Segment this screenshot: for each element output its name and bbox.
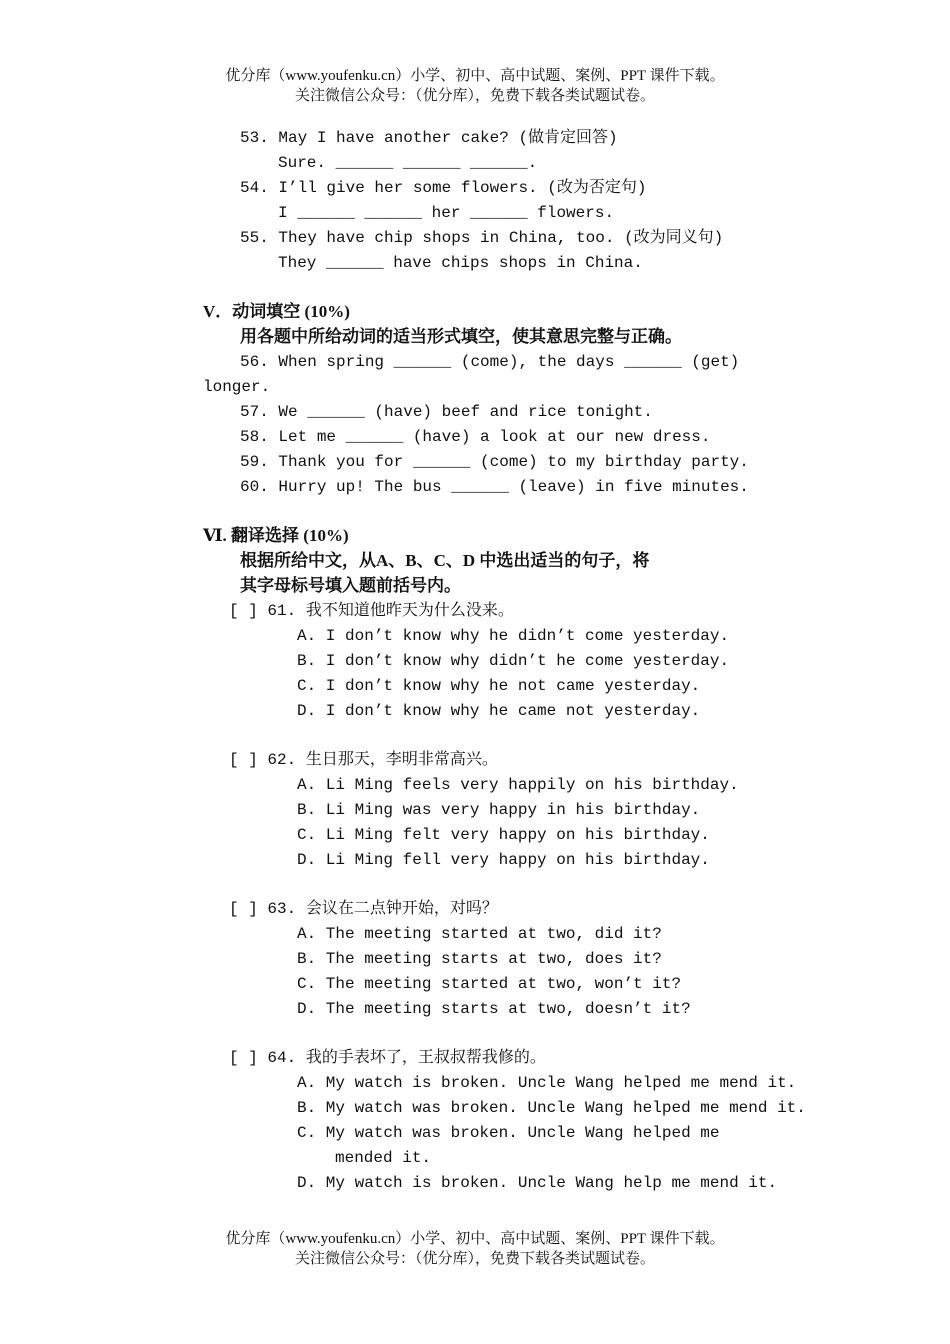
question-62-stem: [ ] 62. 生日那天，李明非常高兴。 xyxy=(229,751,498,769)
question-60: 60. Hurry up! The bus ______ (leave) in five minutes. xyxy=(240,478,749,496)
question-62-option-c: C. Li Ming felt very happy on his birthday. xyxy=(297,826,710,844)
question-61-option-c: C. I don’t know why he not came yesterday. xyxy=(297,677,701,695)
question-53: 53. May I have another cake? (做肯定回答) xyxy=(240,129,618,147)
question-64-option-d: D. My watch is broken. Uncle Wang help me mend it. xyxy=(297,1174,778,1192)
section-5-instruction: 用各题中所给动词的适当形式填空，使其意思完整与正确。 xyxy=(240,327,682,346)
question-56: 56. When spring ______ (come), the days ______ (get) xyxy=(240,353,740,371)
page-header xyxy=(0,66,950,106)
question-61-option-d: D. I don’t know why he came not yesterday. xyxy=(297,702,701,720)
question-64-option-b: B. My watch was broken. Uncle Wang helped me mend it. xyxy=(297,1099,806,1117)
question-64-option-a: A. My watch is broken. Uncle Wang helped me mend it. xyxy=(297,1074,797,1092)
question-63-option-b: B. The meeting starts at two, does it? xyxy=(297,950,662,968)
section-5-title: V．动词填空 (10%) xyxy=(203,302,350,321)
question-53-answer-line: Sure. ______ ______ ______. xyxy=(278,154,538,172)
footer-line-1: 优分库（www.youfenku.cn）小学、初中、高中试题、案例、PPT 课件下载。 xyxy=(225,1231,725,1247)
page-footer xyxy=(0,1229,950,1269)
question-58: 58. Let me ______ (have) a look at our new dress. xyxy=(240,428,711,446)
question-54-answer-line: I ______ ______ her ______ flowers. xyxy=(278,204,615,222)
section-6-title: Ⅵ. 翻译选择 (10%) xyxy=(203,526,349,545)
section-6-instruction-2: 其字母标号填入题前括号内。 xyxy=(240,576,461,595)
question-61-stem: [ ] 61. 我不知道他昨天为什么没来。 xyxy=(229,602,514,620)
question-62-option-a: A. Li Ming feels very happily on his birthday. xyxy=(297,776,739,794)
question-57: 57. We ______ (have) beef and rice tonight. xyxy=(240,403,653,421)
question-59: 59. Thank you for ______ (come) to my birthday party. xyxy=(240,453,749,471)
question-61-option-b: B. I don’t know why didn’t he come yesterday. xyxy=(297,652,730,670)
question-62-option-b: B. Li Ming was very happy in his birthday. xyxy=(297,801,701,819)
question-56-continuation: longer. xyxy=(203,378,271,396)
section-6-instruction-1: 根据所给中文，从A、B、C、D 中选出适当的句子，将 xyxy=(240,551,650,570)
question-64-option-c-continuation: mended it. xyxy=(335,1149,432,1167)
header-line-1: 优分库（www.youfenku.cn）小学、初中、高中试题、案例、PPT 课件下载。 xyxy=(225,68,725,84)
question-62-option-d: D. Li Ming fell very happy on his birthday. xyxy=(297,851,710,869)
question-63-option-a: A. The meeting started at two, did it? xyxy=(297,925,662,943)
question-63-option-c: C. The meeting started at two, won’t it? xyxy=(297,975,682,993)
question-55-answer-line: They ______ have chips shops in China. xyxy=(278,254,643,272)
question-64-option-c: C. My watch was broken. Uncle Wang helped me xyxy=(297,1124,720,1142)
question-64-stem: [ ] 64. 我的手表坏了，王叔叔帮我修的。 xyxy=(229,1049,546,1067)
footer-line-2: 关注微信公众号：（优分库），免费下载各类试题试卷。 xyxy=(294,1251,655,1267)
question-63-stem: [ ] 63. 会议在二点钟开始，对吗？ xyxy=(229,900,498,918)
question-63-option-d: D. The meeting starts at two, doesn’t it? xyxy=(297,1000,691,1018)
question-61-option-a: A. I don’t know why he didn’t come yesterday. xyxy=(297,627,730,645)
question-54: 54. I’ll give her some flowers. (改为否定句) xyxy=(240,179,647,197)
question-55: 55. They have chip shops in China, too. (改为同义句) xyxy=(240,229,724,247)
header-line-2: 关注微信公众号：（优分库），免费下载各类试题试卷。 xyxy=(294,88,655,104)
